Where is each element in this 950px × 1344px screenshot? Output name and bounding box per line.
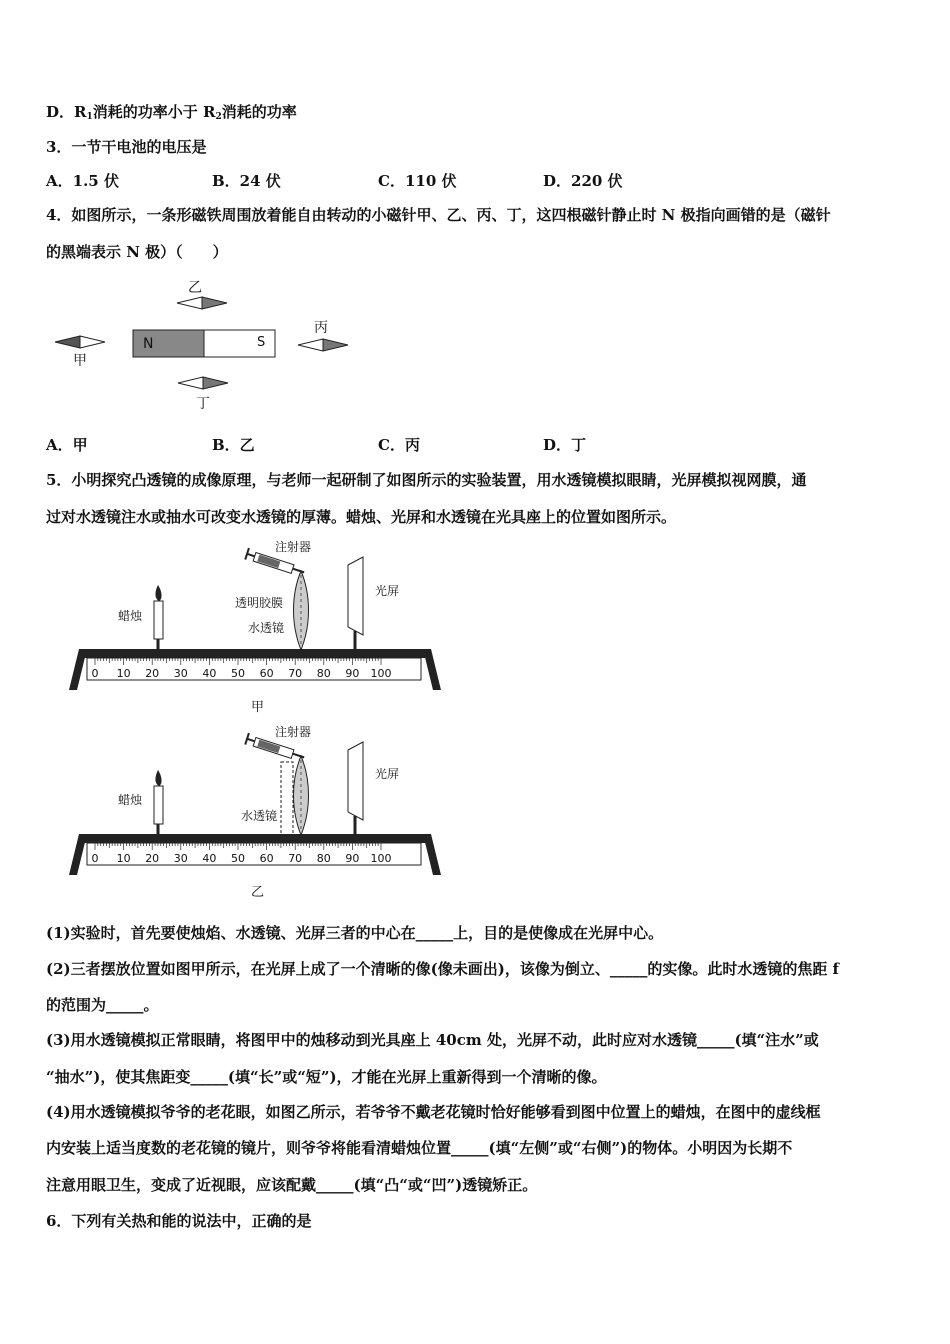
film-label: 透明胶膜 [235, 596, 284, 610]
optical-bench-figure-a [65, 535, 445, 720]
ruler-label: 90 [345, 667, 360, 680]
q3-option-a: A．1.5 伏 [46, 172, 119, 190]
screen-label: 光屏 [375, 767, 400, 781]
q3-option-d: D．220 伏 [543, 172, 623, 190]
lens-label: 水透镜 [241, 809, 278, 823]
ruler-label: 10 [116, 852, 131, 865]
q4-stem-line2: 的黑端表示 N 极）（ ） [46, 243, 228, 261]
label-jia: 甲 [73, 353, 87, 369]
q5-sub4-line1: (4)用水透镜模拟爷爷的老花眼，如图乙所示，若爷爷不戴老花镜时恰好能够看到图中位置上的蜡烛，在图中的虚线框 [46, 1103, 821, 1121]
ruler-label: 60 [259, 852, 274, 865]
q5-stem-line1: 5．小明探究凸透镜的成像原理，与老师一起研制了如图所示的实验装置，用水透镜模拟眼睛，光屏模拟视网膜，通 [46, 471, 807, 489]
ruler-label: 70 [288, 667, 303, 680]
ruler-label: 50 [231, 852, 245, 865]
label-yi: 乙 [188, 280, 202, 296]
q4-option-d: D．丁 [543, 436, 587, 454]
optical-bench-figure-b [65, 720, 445, 905]
ruler-label: 40 [202, 667, 217, 680]
syringe-label: 注射器 [275, 540, 312, 554]
light-screen-icon [348, 557, 363, 635]
figure-a-caption: 甲 [251, 700, 265, 715]
ruler-label: 30 [173, 852, 188, 865]
q5-sub2-line1: (2)三者摆放位置如图甲所示，在光屏上成了一个清晰的像(像未画出)，该像为倒立、_____的实像。此时水透镜的焦距 f [46, 960, 840, 978]
q6-stem: 6．下列有关热和能的说法中，正确的是 [46, 1212, 312, 1230]
needle-jia-icon [55, 336, 105, 348]
q4-option-c: C．丙 [378, 436, 420, 454]
ruler-label: 0 [91, 852, 99, 865]
label-bing: 丙 [314, 320, 328, 336]
ruler-label: 100 [370, 852, 392, 865]
q3-option-b: B．24 伏 [212, 172, 281, 190]
needle-yi-icon [177, 297, 227, 309]
ruler-label: 0 [91, 667, 99, 680]
magnet-s-label: S [257, 335, 266, 350]
label-ding: 丁 [196, 396, 210, 412]
ruler-label: 100 [370, 667, 392, 680]
q5-sub1: (1)实验时，首先要使烛焰、水透镜、光屏三者的中心在_____上，目的是使像成在光屏中心。 [46, 924, 664, 942]
q5-sub4-line3: 注意用眼卫生，变成了近视眼，应该配戴_____(填“凸“或“凹”)透镜矫正。 [46, 1176, 538, 1194]
ruler-label: 50 [231, 667, 245, 680]
q4-option-a: A．甲 [46, 436, 88, 454]
q3-stem: 3．一节干电池的电压是 [46, 138, 207, 156]
ruler-label: 30 [173, 667, 188, 680]
q5-sub3-line1: (3)用水透镜模拟正常眼睛，将图甲中的烛移动到光具座上 40cm 处，光屏不动，此时应对水透镜_____(填“注水”或 [46, 1031, 819, 1049]
syringe-label: 注射器 [275, 725, 312, 739]
ruler-label: 20 [145, 852, 160, 865]
q5-sub3-line2: “抽水”)，使其焦距变_____(填“长”或“短”)，才能在光屏上重新得到一个清晰的像。 [46, 1068, 607, 1086]
ruler-label: 80 [316, 852, 331, 865]
ruler-label: 40 [202, 852, 217, 865]
screen-label: 光屏 [375, 584, 400, 598]
ruler-label: 20 [145, 667, 160, 680]
needle-bing-icon [298, 339, 348, 351]
ruler-label: 90 [345, 852, 360, 865]
ruler-label: 70 [288, 852, 303, 865]
q5-sub4-line2: 内安装上适当度数的老花镜的镜片，则爷爷将能看清蜡烛位置_____(填“左侧”或“右侧”)的物体。小明因为长期不 [46, 1139, 793, 1157]
light-screen-icon [348, 742, 363, 820]
figure-b-caption: 乙 [251, 885, 265, 900]
q5-sub2-line2: 的范围为_____。 [46, 996, 159, 1014]
magnet-figure [40, 270, 370, 420]
q2-option-d: D．$R_1$消耗的功率小于 $R_2$消耗的功率 [46, 103, 297, 122]
magnet-n-label: N [143, 336, 154, 352]
q5-stem-line2: 过对水透镜注水或抽水可改变水透镜的厚薄。蜡烛、光屏和水透镜在光具座上的位置如图所示。 [46, 508, 677, 526]
ruler-label: 80 [316, 667, 331, 680]
needle-ding-icon [178, 377, 228, 389]
candle-label: 蜡烛 [118, 793, 143, 807]
q3-option-c: C．110 伏 [378, 172, 457, 190]
ruler-label: 10 [116, 667, 131, 680]
dashed-frame [281, 762, 293, 838]
lens-label: 水透镜 [248, 621, 285, 635]
candle-label: 蜡烛 [118, 609, 143, 623]
ruler-label: 60 [259, 667, 274, 680]
q4-option-b: B．乙 [212, 436, 255, 454]
q4-stem-line1: 4．如图所示，一条形磁铁周围放着能自由转动的小磁针甲、乙、丙、丁，这四根磁针静止时 N 极指向画错的是（磁针 [46, 206, 831, 224]
